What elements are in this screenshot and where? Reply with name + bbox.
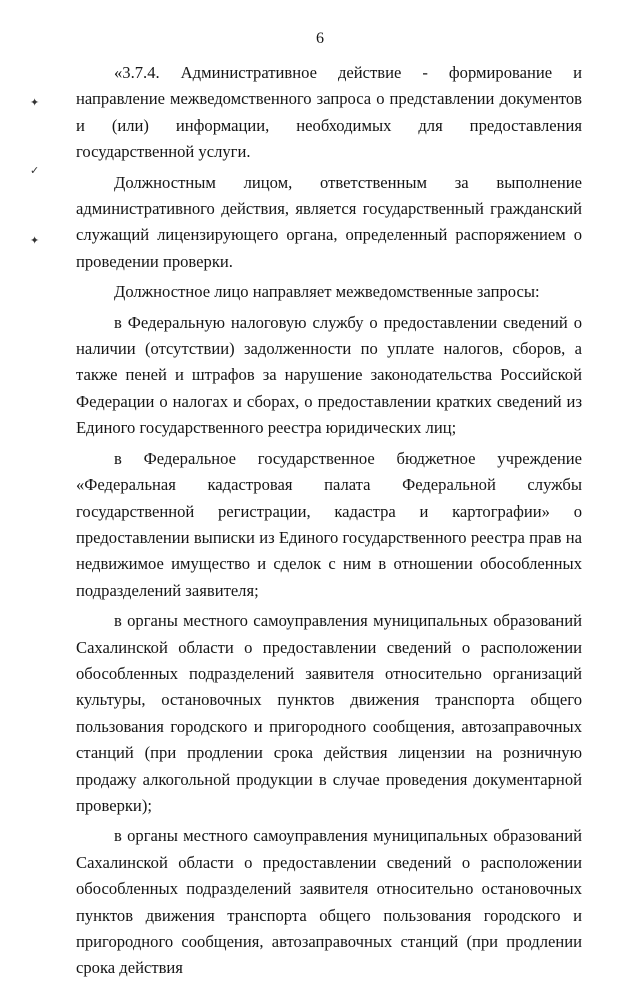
document-body <box>76 60 582 986</box>
paragraph-requests-intro: Должностное лицо направляет межведомственные запросы: <box>114 282 540 302</box>
paragraph-section-heading: «3.7.4. Административное действие - формирование и направление межведомственного запроса о представлении документов и (или) информации, необходимых для предоставления государственной услуги. <box>76 63 582 162</box>
page-number: 6 <box>316 30 324 47</box>
paragraph-tax-service: в Федеральную налоговую службу о предоставлении сведений о наличии (отсутствии) задолженности по уплате налогов, сборов, а также пеней и штрафов за нарушение законодательства Российской Федерации о налогах и сборах, о предоставлении кратких сведений из Единого государственного реестра юридических лиц; <box>76 312 582 438</box>
paragraph-local-government-2: в органы местного самоуправления муниципальных образований Сахалинской области о предоставлении сведений о расположении обособленных подразделений заявителя относительно остановочных пунктов движения транспорта общего пользования городского и пригородного сообщения, автозаправочных станций (при продлении срока действия <box>76 826 582 978</box>
scan-mark-icon: ✓ <box>30 165 40 177</box>
paragraph-local-government-1: в органы местного самоуправления муниципальных образований Сахалинской области о предоставлении сведений о расположении обособленных подразделений заявителя относительно организаций культуры, остановочных пунктов движения транспорта общего пользования городского и пригородного сообщения, автозаправочных станций (при продлении срока действия лицензии на розничную продажу алкогольной продукции в случае проведения документарной проверки); <box>76 611 582 815</box>
paragraph-responsible-official: Должностным лицом, ответственным за выполнение административного действия, является государственный гражданский служащий лицензирующего органа, определенный распоряжением о проведении проверки. <box>76 172 582 271</box>
paragraph-cadastral-chamber: в Федеральное государственное бюджетное учреждение «Федеральная кадастровая палата Федеральной службы государственной регистрации, кадастра и картографии» о предоставлении выписки из Единого государственного реестра прав на недвижимое имущество и сделок с ним в отношении обособленных подразделений заявителя; <box>76 448 582 600</box>
scan-mark-icon: ✦ <box>30 97 40 109</box>
scan-mark-icon: ✦ <box>30 235 40 247</box>
